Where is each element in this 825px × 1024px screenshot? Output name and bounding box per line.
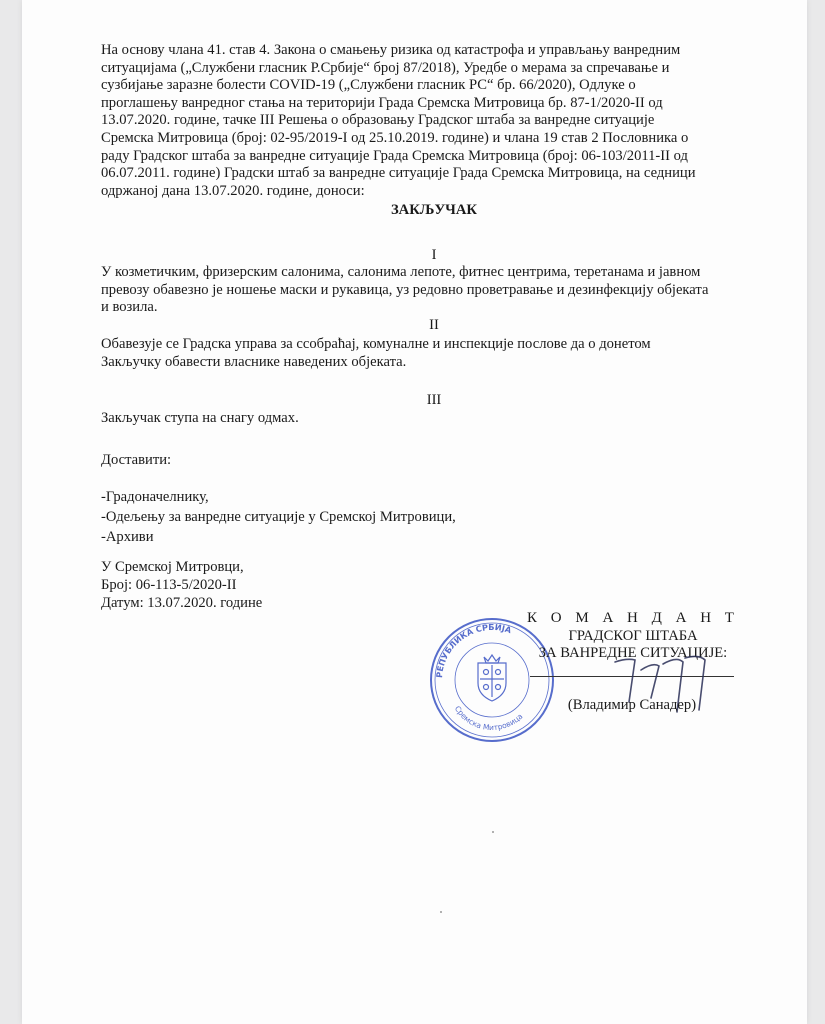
- place-text: У Сремској Митровци,: [101, 559, 244, 575]
- section-line: Обавезује се Градска управа за ссобраћај, комуналне и инспекције послове да о донетом: [101, 336, 651, 352]
- document-title: ЗАКЉУЧАК: [390, 202, 477, 218]
- document-date: Датум: 13.07.2020. године: [101, 595, 263, 611]
- document-meta: [101, 559, 262, 613]
- signature-subtitle: ГРАДСКОГ ШТАБА: [568, 627, 698, 644]
- svg-text:РЕПУБЛИКА СРБИЈА: РЕПУБЛИКА СРБИЈА: [433, 621, 513, 679]
- preamble-paragraph: [101, 42, 767, 200]
- section-3-text: Закључак ступа на снагу одмах.: [101, 410, 299, 426]
- section-line: У козметичким, фризерским салонима, салонима лепоте, фитнес центрима, теретанама и јавном: [101, 264, 701, 280]
- preamble-line: ситуацијама („Службени гласник Р.Србије“ број 87/2018), Уредбе о мерама за спречавање и: [101, 59, 670, 76]
- preamble-line: одржаној дана 13.07.2020. године, доноси:: [101, 182, 365, 199]
- signature-subtitle-2: ЗА ВАНРЕДНЕ СИТУАЦИЈЕ:: [538, 645, 728, 662]
- document-number: Број: 06-113-5/2020-II: [101, 577, 237, 593]
- section-line: и возила.: [101, 299, 158, 316]
- speck: [440, 911, 442, 913]
- svg-text:Сремска Митровица: Сремска Митровица: [452, 704, 525, 733]
- preamble-line: 06.07.2011. године) Градски штаб за ванредне ситуације Града Сремска Митровица, на седници: [101, 165, 696, 182]
- recipient-item: -Градоначелнику,: [101, 489, 209, 505]
- recipients-list: [101, 489, 456, 549]
- section-numeral-3: III: [426, 392, 442, 408]
- recipient-item: -Одељењу за ванредне ситуације у Сремској Митровици,: [101, 509, 456, 525]
- signature-title: К О М А Н Д А Н Т: [527, 610, 739, 626]
- preamble-line: раду Градског штаба за ванредне ситуације Града Сремска Митровица (број: 06-103/2011-II од: [101, 147, 688, 164]
- section-line: Закључку обавести власнике наведених објеката.: [101, 353, 407, 370]
- preamble-line: 13.07.2020. године, тачке III Решења о образовању Градског штаба за ванредне ситуације: [101, 112, 655, 129]
- section-line: превозу обавезно је ношење маски и рукавица, уз редовно проветравање и дезинфекцију објеката: [101, 281, 709, 298]
- preamble-line: Сремска Митровица (број: 02-95/2019-I од 25.10.2019. године) и члана 19 став 2 Пословника о: [101, 129, 689, 146]
- section-1-text: [101, 264, 767, 317]
- section-numeral-1: I: [431, 247, 437, 263]
- deliver-label: Доставити:: [101, 452, 172, 468]
- section-numeral-2: II: [429, 317, 439, 333]
- preamble-line: На основу члана 41. став 4. Закона о смањењу ризика од катастрофа и управљању ванредним: [101, 42, 681, 58]
- preamble-line: проглашењу ванредног стања на територији Града Сремска Митровица бр. 87-1/2020-II од: [101, 94, 663, 111]
- speck: [492, 831, 494, 833]
- preamble-line: сузбијање заразне болести COVID-19 („Службени гласник РС“ бр. 66/2020), Одлуке о: [101, 77, 636, 94]
- signatory-name: (Владимир Санадер): [567, 697, 697, 713]
- document-page: [22, 0, 807, 1024]
- recipient-item: -Архиви: [101, 529, 154, 545]
- section-2-text: [101, 336, 767, 371]
